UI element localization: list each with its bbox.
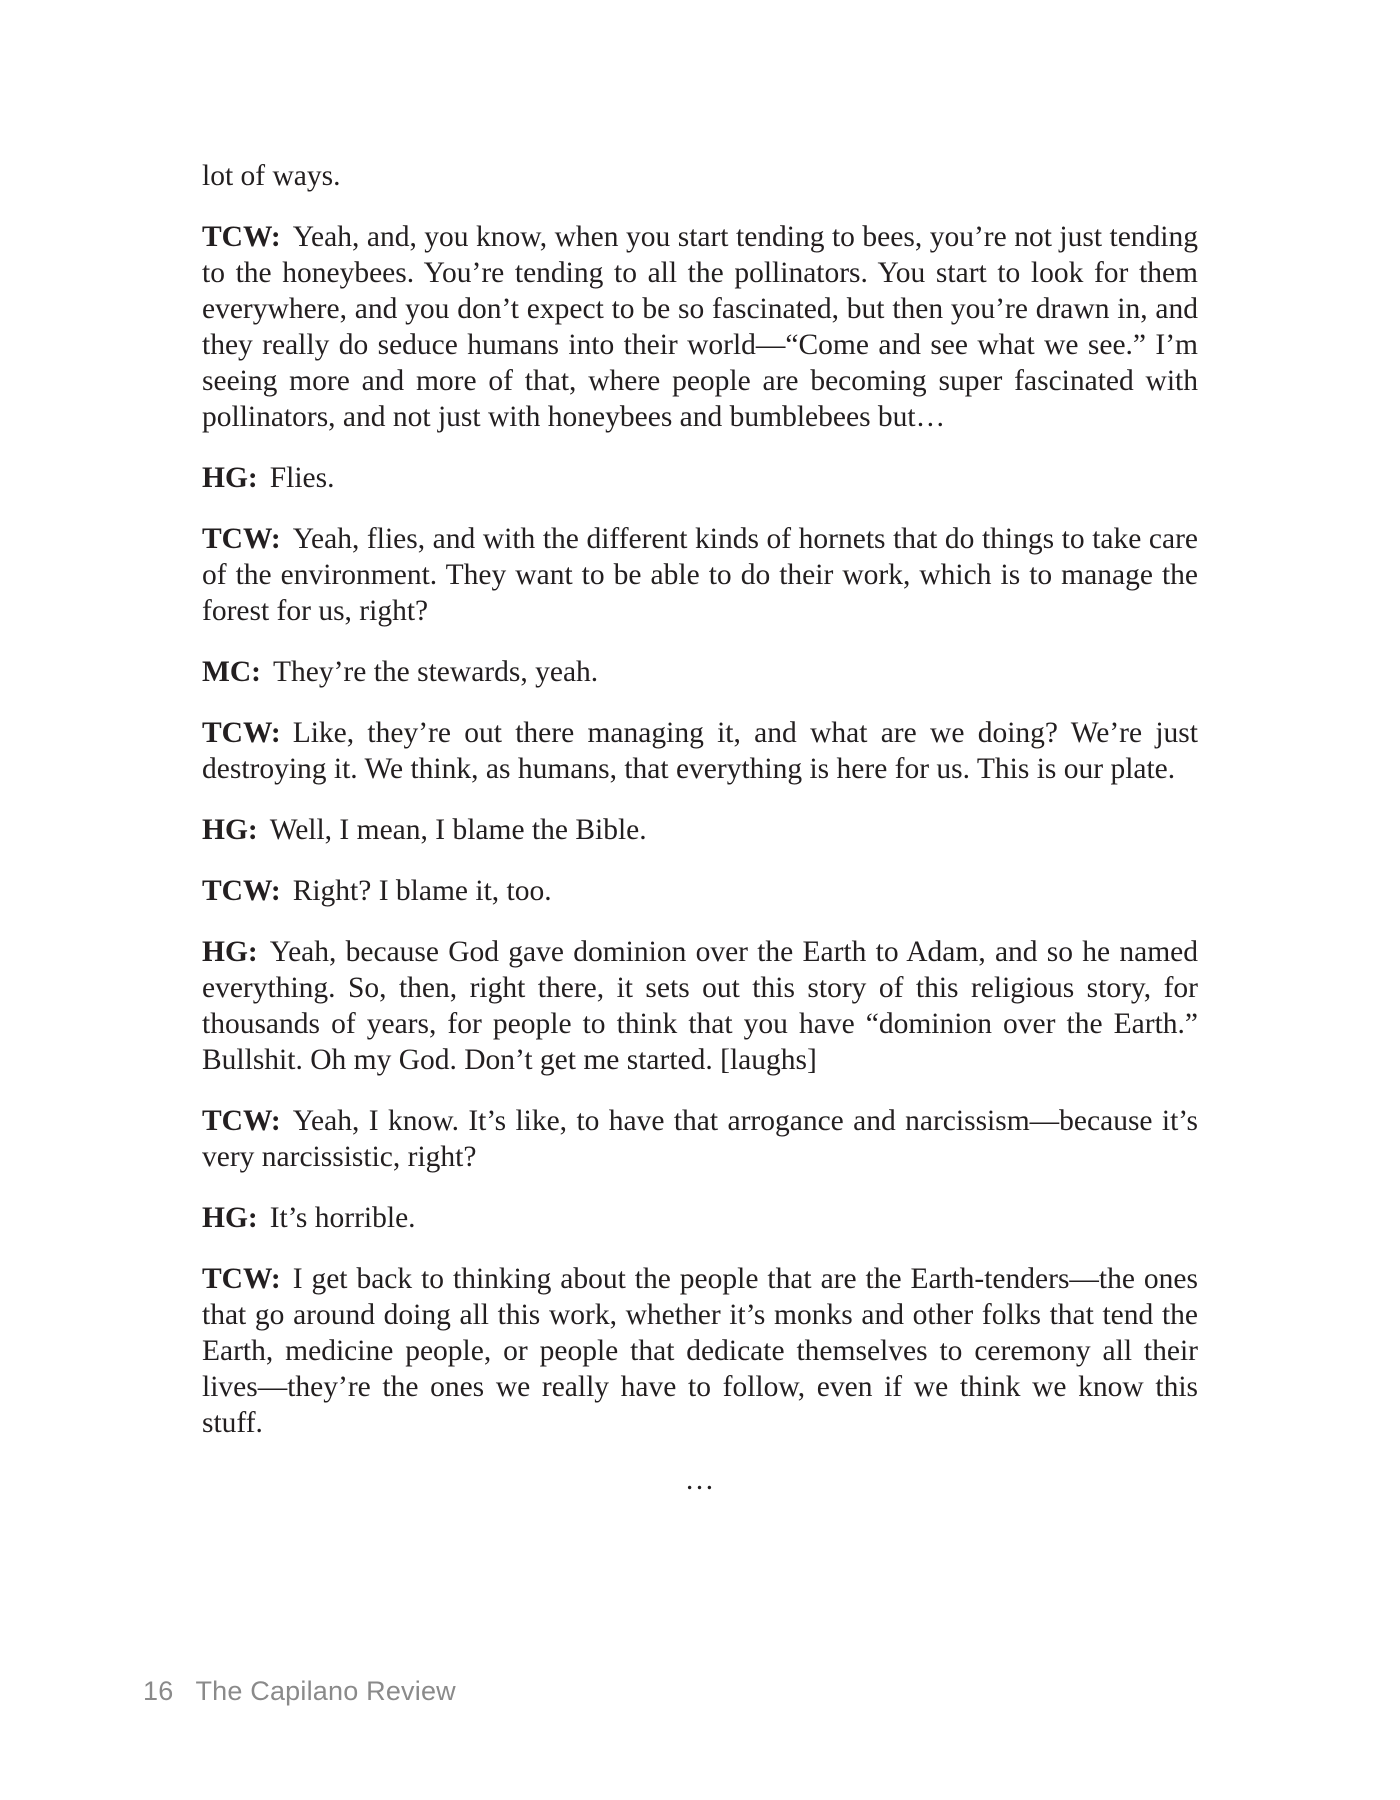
paragraph: [202, 1200, 1198, 1236]
speaker-label: TCW:: [202, 1105, 281, 1137]
page-number: 16: [143, 1676, 174, 1706]
interview-text: [202, 158, 1198, 1466]
speaker-label: MC:: [202, 656, 261, 688]
speaker-label: HG:: [202, 814, 258, 846]
paragraph-text: Yeah, because God gave dominion over the Earth to Adam, and so he named everything. So, then, right there, it sets out this story of this religious story, for thousands of years, for people to think that you have “dominion over the Earth.” Bullshit. Oh my God. Don’t get me started. [laughs]: [202, 936, 1198, 1076]
paragraph-text: Well, I mean, I blame the Bible.: [269, 814, 647, 846]
speaker-label: TCW:: [202, 717, 281, 749]
paragraph-text: I get back to thinking about the people that are the Earth-tenders—the ones that go around doing all this work, whether it’s monks and other folks that tend the Earth, medicine people, or people that dedicate themselves to ceremony all their lives—they’re the ones we really have to follow, even if we think we know this stuff.: [202, 1263, 1198, 1439]
opening-fragment: lot of ways.: [202, 160, 341, 192]
paragraph-text: Like, they’re out there managing it, and what are we doing? We’re just destroying it. We think, as humans, that everything is here for us. This is our plate.: [202, 717, 1198, 785]
speaker-label: HG:: [202, 462, 258, 494]
speaker-label: HG:: [202, 936, 258, 968]
paragraph: [202, 219, 1198, 435]
speaker-label: TCW:: [202, 875, 281, 907]
paragraph: [202, 934, 1198, 1078]
speaker-label: TCW:: [202, 221, 281, 253]
section-break: …: [684, 1464, 716, 1496]
paragraph-text: Yeah, and, you know, when you start tending to bees, you’re not just tending to the honeybees. You’re tending to all the pollinators. You start to look for them everywhere, and you don’t expect to be so fascinated, but then you’re drawn in, and they really do seduce humans into their world—“Come and see what we see.” I’m seeing more and more of that, where people are becoming super fascinated with pollinators, and not just with honeybees and bumblebees but…: [202, 221, 1198, 433]
paragraph-text: Yeah, flies, and with the different kinds of hornets that do things to take care of the environment. They want to be able to do their work, which is to manage the forest for us, right?: [202, 523, 1198, 627]
paragraph-text: Right? I blame it, too.: [292, 875, 552, 907]
paragraph: [202, 654, 1198, 690]
publication-title: The Capilano Review: [195, 1676, 456, 1706]
paragraph: [202, 521, 1198, 629]
speaker-label: TCW:: [202, 1263, 281, 1295]
paragraph: [202, 812, 1198, 848]
paragraph-text: They’re the stewards, yeah.: [272, 656, 599, 688]
paragraph: [202, 1261, 1198, 1441]
paragraph: [202, 460, 1198, 496]
page-footer: [143, 1676, 456, 1707]
paragraph: [202, 1103, 1198, 1175]
paragraph: [202, 873, 1198, 909]
speaker-label: TCW:: [202, 523, 281, 555]
speaker-label: HG:: [202, 1202, 258, 1234]
paragraph-text: Flies.: [269, 462, 335, 494]
paragraph-text: It’s horrible.: [269, 1202, 416, 1234]
paragraph-text: Yeah, I know. It’s like, to have that arrogance and narcissism—because it’s very narcissistic, right?: [202, 1105, 1198, 1173]
paragraph: [202, 715, 1198, 787]
